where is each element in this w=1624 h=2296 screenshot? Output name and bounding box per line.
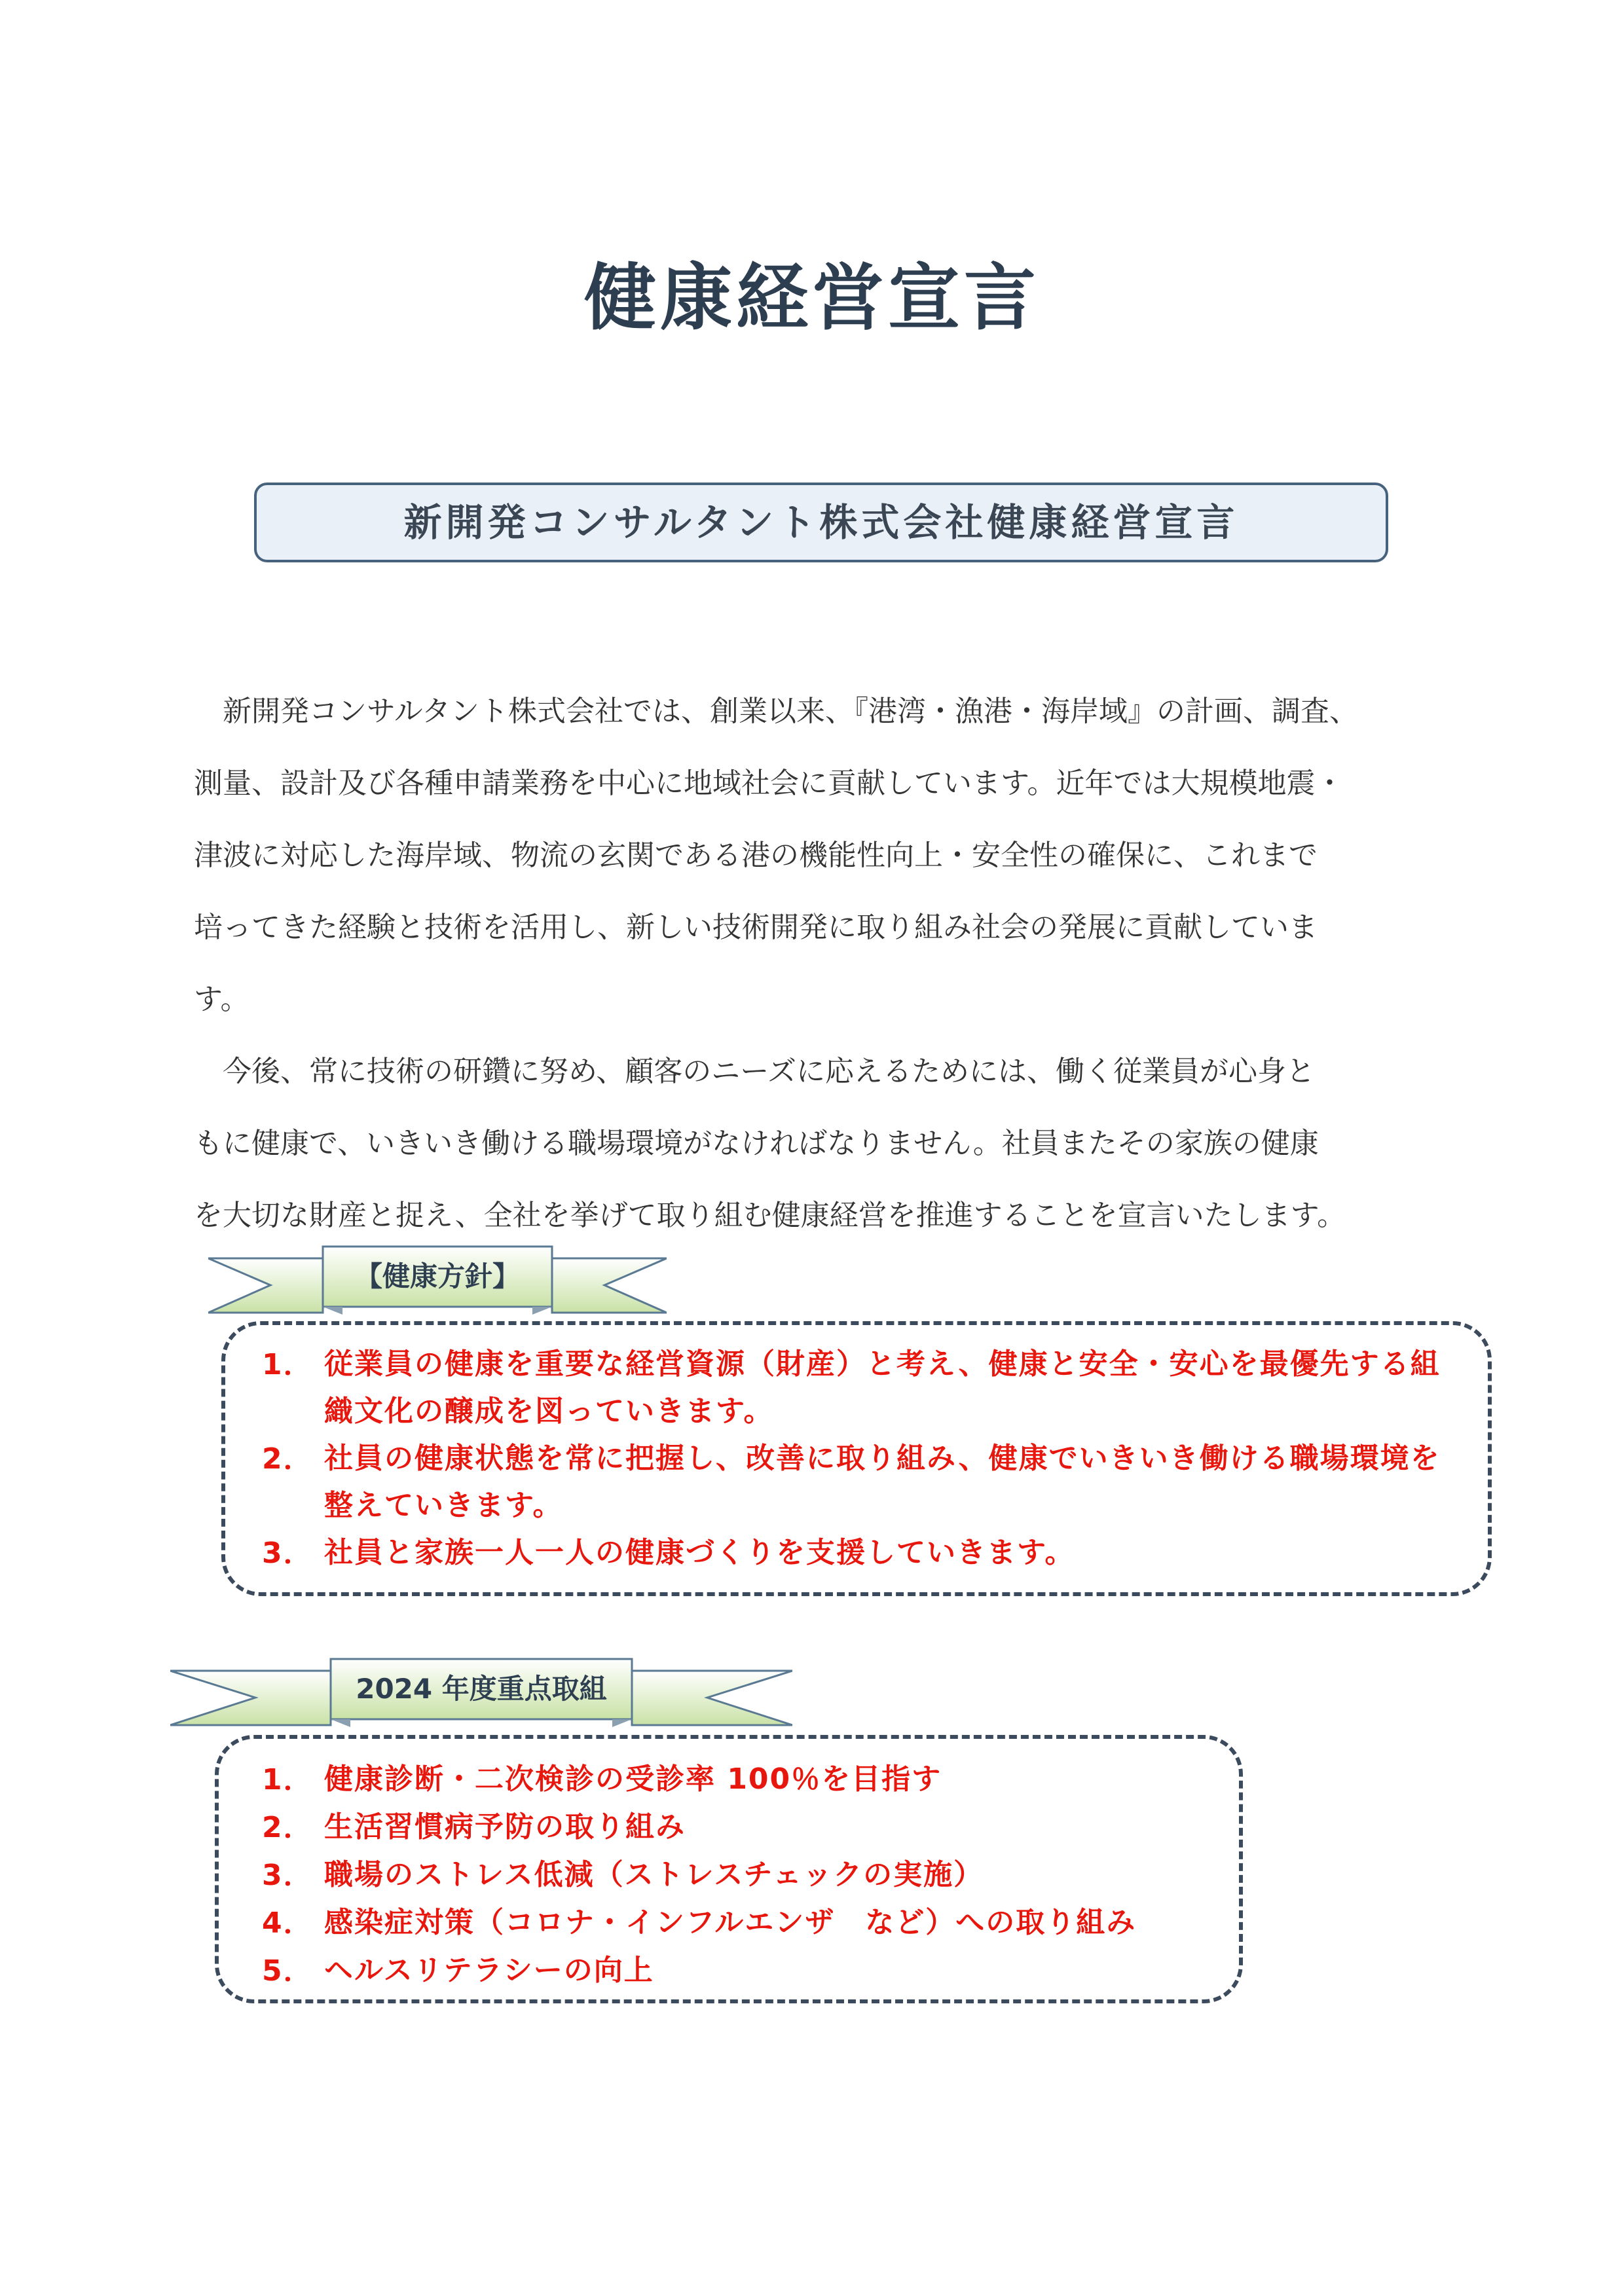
policy-label: 【健康方針】 xyxy=(354,1260,520,1292)
item-text: 職場のストレス低減（ストレスチェックの実施） xyxy=(324,1858,984,1891)
item-number: 1． xyxy=(262,1348,314,1381)
focus-item xyxy=(262,1947,1225,1994)
subtitle-banner: 新開発コンサルタント株式会社健康経営宣言 xyxy=(254,483,1388,562)
policy-item xyxy=(262,1341,1460,1435)
intro-line: 津波に対応した海岸域、物流の玄関である港の機能性向上・安全性の確保に、これまで xyxy=(194,839,1318,872)
item-number: 2． xyxy=(262,1442,314,1476)
policy-item xyxy=(262,1529,1460,1576)
item-text: 生活習慣病予防の取り組み xyxy=(324,1810,686,1844)
policy-item xyxy=(262,1435,1460,1529)
item-text: 従業員の健康を重要な経営資源（財産）と考え、健康と安全・安心を最優先する組織文化の醸成を図っていきます。 xyxy=(324,1347,1441,1428)
intro-line: 今後、常に技術の研鑽に努め、顧客のニーズに応えるためには、働く従業員が心身と xyxy=(194,1055,1316,1088)
intro-line: もに健康で、いきいき働ける職場環境がなければなりません。社員またその家族の健康 xyxy=(194,1127,1319,1160)
item-number: 2． xyxy=(262,1811,314,1844)
page-title: 健康経営宣言 xyxy=(584,256,1040,340)
focus-ribbon xyxy=(170,1656,792,1735)
intro-line: を大切な財産と捉え、全社を挙げて取り組む健康経営を推進することを宣言いたします。 xyxy=(194,1199,1346,1232)
focus-label: 2024 年度重点取組 xyxy=(356,1673,607,1705)
focus-item xyxy=(262,1851,1225,1899)
policy-ribbon xyxy=(208,1244,667,1322)
intro-text xyxy=(194,676,1477,1252)
focus-item xyxy=(262,1756,1225,1803)
intro-line: 培ってきた経験と技術を活用し、新しい技術開発に取り組み社会の発展に貢献していま xyxy=(194,911,1318,944)
item-text: ヘルスリテラシーの向上 xyxy=(324,1954,654,1987)
item-text: 感染症対策（コロナ・インフルエンザ など）への取り組み xyxy=(324,1906,1137,1939)
intro-line: す。 xyxy=(194,983,249,1016)
item-text: 社員の健康状態を常に把握し、改善に取り組み、健康でいきいき働ける職場環境を整えていきます。 xyxy=(324,1442,1441,1522)
item-number: 3． xyxy=(262,1537,314,1570)
item-number: 5． xyxy=(262,1954,314,1988)
item-number: 3． xyxy=(262,1859,314,1892)
intro-line: 測量、設計及び各種申請業務を中心に地域社会に貢献しています。近年では大規模地震・ xyxy=(194,767,1344,800)
item-number: 4． xyxy=(262,1906,314,1940)
focus-item xyxy=(262,1804,1225,1851)
item-text: 健康診断・二次検診の受診率 100％を目指す xyxy=(324,1762,942,1796)
item-text: 社員と家族一人一人の健康づくりを支援していきます。 xyxy=(324,1536,1075,1569)
focus-item xyxy=(262,1899,1225,1946)
intro-line: 新開発コンサルタント株式会社では、創業以来、『港湾・漁港・海岸域』の計画、調査、 xyxy=(194,695,1359,728)
item-number: 1． xyxy=(262,1763,314,1796)
